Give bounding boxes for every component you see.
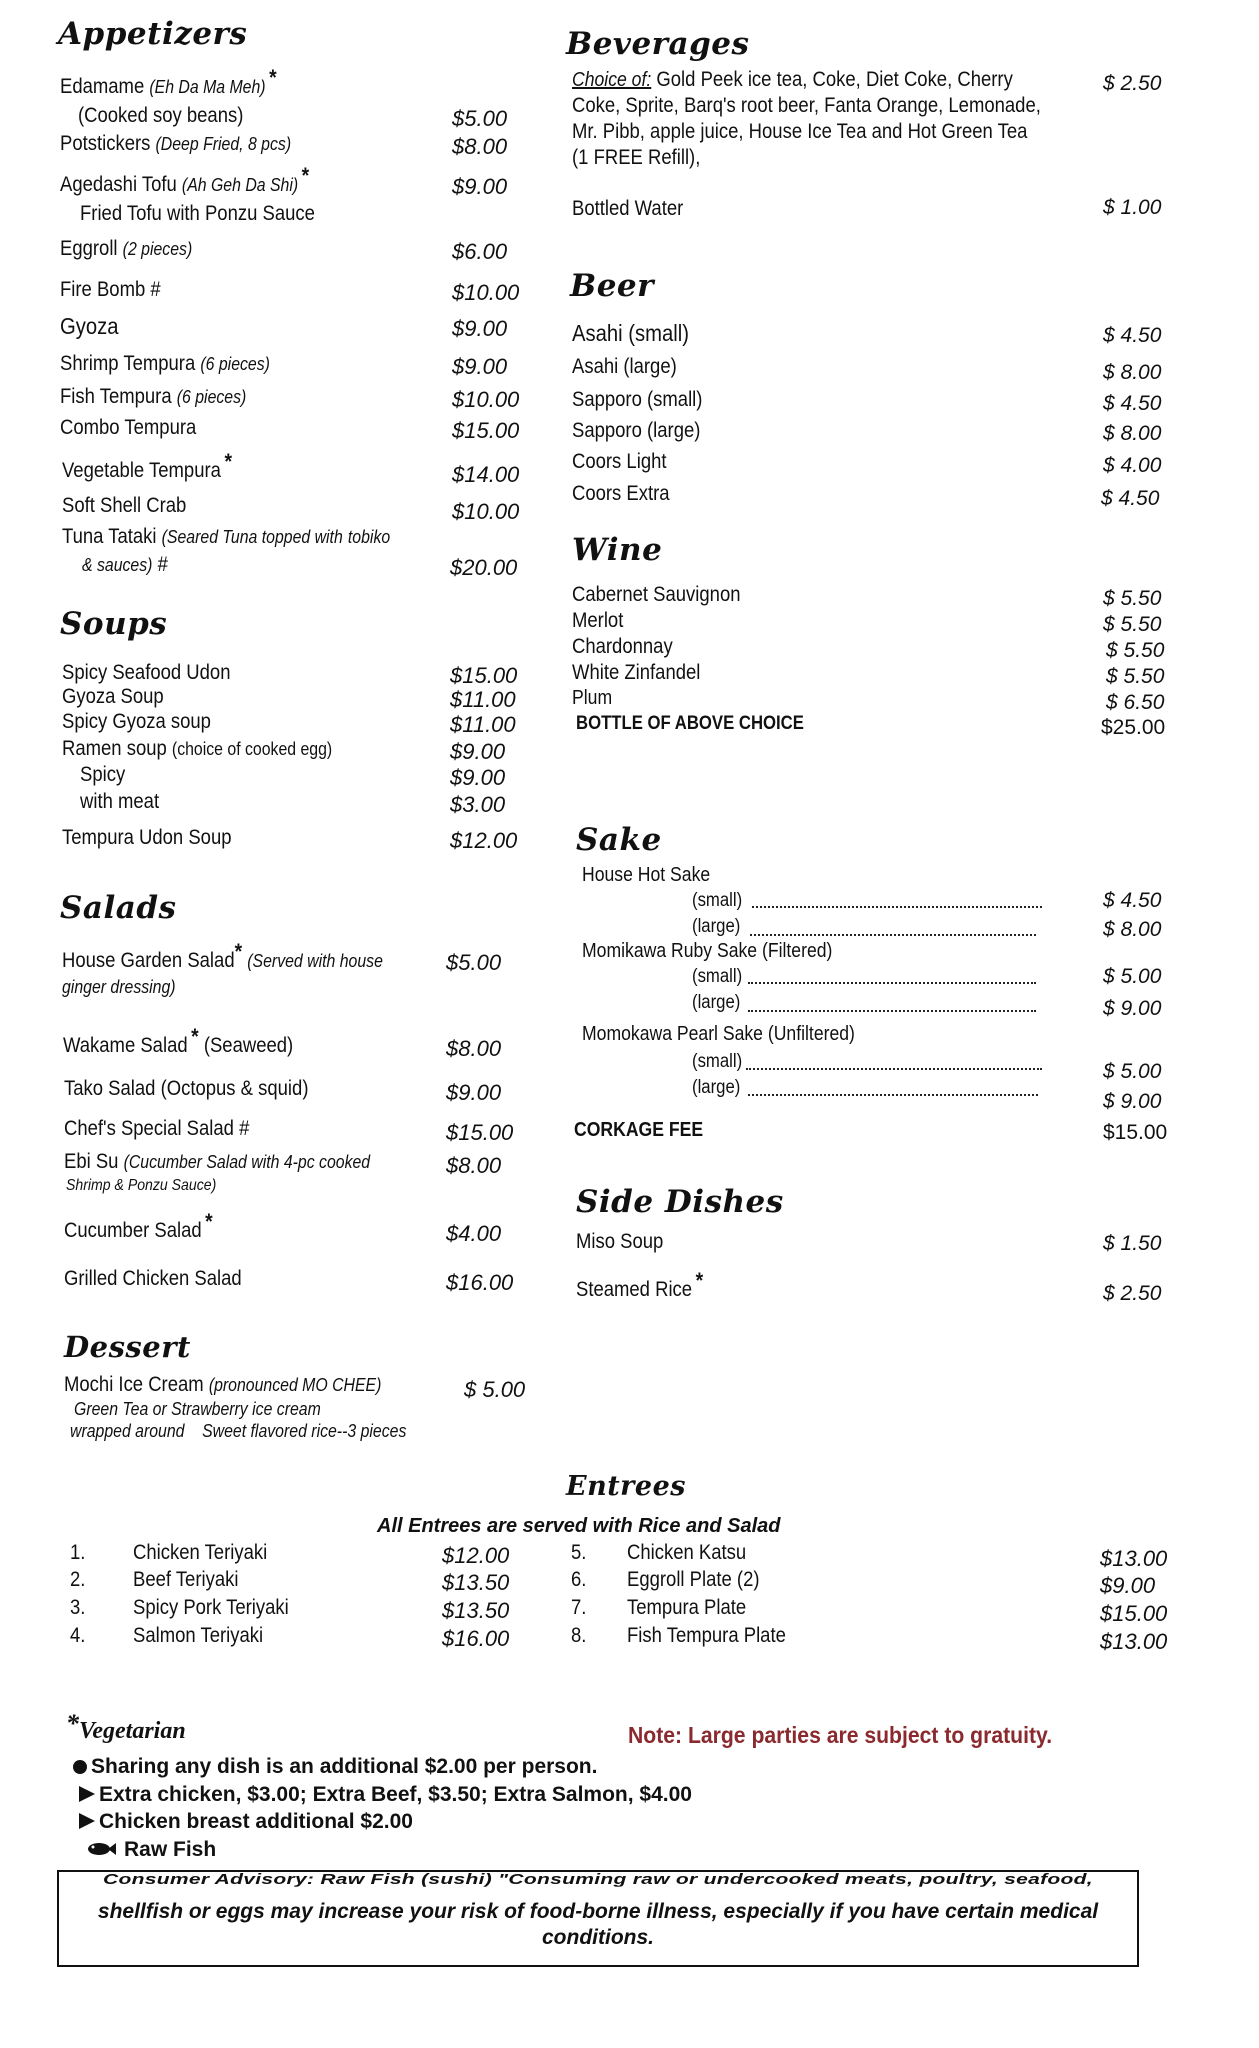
menu-item-sub: wrapped around Sweet flavored rice--3 pieces: [70, 1421, 407, 1441]
menu-item-wine: Merlot: [572, 609, 624, 632]
entree-tempura-plate: Tempura Plate: [627, 1596, 747, 1619]
sake-size-large: (large): [692, 1077, 741, 1098]
entree-chicken-katsu: Chicken Katsu: [627, 1541, 747, 1564]
menu-item-price: $10.00: [452, 280, 520, 305]
menu-item-gyoza-soup: Gyoza Soup: [62, 685, 164, 708]
menu-item-wine: Plum: [572, 687, 613, 709]
entree-spicy-pork-teriyaki: Spicy Pork Teriyaki: [133, 1596, 289, 1619]
menu-item-sub: & sauces) #: [82, 553, 168, 576]
menu-item-wine: White Zinfandel: [572, 661, 701, 684]
advisory-line: Consumer Advisory: Raw Fish (sushi) "Consuming raw or undercooked meats, poultry, seafood,: [103, 1871, 1093, 1887]
beverages-line: Choice of: Gold Peek ice tea, Coke, Diet Coke, Cherry: [572, 68, 1013, 91]
menu-item-price: $6.00: [452, 239, 508, 264]
extras-note: Extra chicken, $3.00; Extra Beef, $3.50; Extra Salmon, $4.00: [79, 1783, 692, 1807]
menu-item-beer: Coors Extra: [572, 482, 670, 505]
entree-fish-tempura-plate: Fish Tempura Plate: [627, 1624, 786, 1647]
menu-item-beer: Sapporo (small): [572, 388, 703, 411]
gratuity-note: Note: Large parties are subject to gratuity.: [628, 1722, 1053, 1748]
entree-beef-teriyaki: Beef Teriyaki: [133, 1568, 239, 1591]
menu-item-tuna-tataki: Tuna Tataki (Seared Tuna topped with tobiko: [62, 525, 391, 548]
menu-item-vegetable-tempura: Vegetable Tempura *: [62, 449, 232, 482]
menu-item-wakame-salad: Wakame Salad * (Seaweed): [63, 1024, 294, 1057]
menu-item-steamed-rice: Steamed Rice *: [576, 1268, 704, 1301]
menu-item-ramen-soup: Ramen soup (choice of cooked egg): [62, 737, 333, 760]
menu-item-wine-bottle: BOTTLE OF ABOVE CHOICE: [576, 713, 804, 734]
menu-item-price: $4.00: [446, 1221, 502, 1246]
menu-item-price: $11.00: [450, 687, 516, 712]
arrow-right-icon: [79, 1813, 95, 1829]
menu-item-sake: Momikawa Ruby Sake (Filtered): [582, 940, 833, 962]
menu-item-price: $ 4.00: [1103, 454, 1162, 477]
menu-item-beer: Sapporo (large): [572, 419, 701, 442]
menu-item-tempura-udon-soup: Tempura Udon Soup: [62, 826, 232, 849]
menu-item-price: $ 2.50: [1103, 1282, 1162, 1305]
menu-item-fire-bomb: Fire Bomb #: [60, 278, 161, 301]
menu-item-price: $9.00: [452, 174, 508, 199]
menu-item-price: $11.00: [450, 712, 516, 737]
menu-item-price: $ 5.50: [1103, 587, 1162, 610]
menu-item-grilled-chicken-salad: Grilled Chicken Salad: [64, 1267, 242, 1290]
dessert-heading: Dessert: [64, 1330, 191, 1364]
menu-item-price: $ 6.50: [1106, 691, 1165, 714]
appetizers-heading: Appetizers: [58, 16, 248, 52]
menu-item-sub: Shrimp & Ponzu Sauce): [66, 1177, 217, 1194]
menu-item-price: $12.00: [442, 1543, 510, 1568]
menu-item-soft-shell-crab: Soft Shell Crab: [62, 494, 187, 517]
menu-item-price: $9.00: [446, 1080, 502, 1105]
menu-item-price: $9.00: [452, 354, 508, 379]
menu-item-price: $15.00: [446, 1120, 514, 1145]
menu-item-price: $8.00: [446, 1036, 502, 1061]
menu-item-miso-soup: Miso Soup: [576, 1230, 664, 1253]
raw-fish-legend: Raw Fish: [86, 1838, 216, 1862]
dot-leader: [746, 1068, 1042, 1070]
advisory-line: shellfish or eggs may increase your risk of food-borne illness, especially if you have certain medical: [97, 1900, 1099, 1923]
menu-item-price: $16.00: [442, 1626, 510, 1651]
wine-heading: Wine: [572, 532, 663, 568]
entree-eggroll-plate: Eggroll Plate (2): [627, 1568, 760, 1591]
menu-item-price: $ 9.00: [1103, 997, 1162, 1020]
menu-item-mochi-ice-cream: Mochi Ice Cream (pronounced MO CHEE): [64, 1373, 382, 1396]
menu-item-price: $ 8.00: [1103, 422, 1162, 445]
bullet-icon: [73, 1760, 87, 1774]
menu-item-price: $ 5.00: [1103, 1060, 1162, 1083]
menu-item-price: $9.00: [450, 739, 506, 764]
corkage-fee: CORKAGE FEE: [574, 1119, 704, 1141]
arrow-right-icon: [79, 1786, 95, 1802]
menu-item-price: $9.00: [450, 765, 506, 790]
sake-size-large: (large): [692, 992, 741, 1013]
menu-item-price: $ 4.50: [1103, 392, 1162, 415]
menu-item-sub: Green Tea or Strawberry ice cream: [74, 1399, 321, 1419]
dot-leader: [750, 934, 1036, 936]
menu-item-price: $ 1.00: [1103, 196, 1162, 219]
entree-chicken-teriyaki: Chicken Teriyaki: [133, 1541, 268, 1564]
sake-size-small: (small): [692, 966, 743, 987]
menu-item-price: $16.00: [446, 1270, 514, 1295]
menu-item-edamame: Edamame (Eh Da Ma Meh) *: [60, 65, 277, 98]
menu-item-house-garden-salad: House Garden Salad* (Served with house: [62, 939, 383, 972]
menu-item-price: $12.00: [450, 828, 518, 853]
menu-item-price: $25.00: [1101, 716, 1166, 739]
menu-item-sub: Fried Tofu with Ponzu Sauce: [80, 202, 315, 225]
advisory-line: conditions.: [542, 1926, 654, 1949]
menu-item-price: $ 8.00: [1103, 918, 1162, 941]
menu-item-bottled-water: Bottled Water: [572, 197, 684, 220]
side-dishes-heading: Side Dishes: [576, 1184, 784, 1220]
entree-number: 1.: [70, 1541, 86, 1564]
menu-item-price: $5.00: [446, 950, 502, 975]
menu-item-price: $13.00: [1100, 1546, 1168, 1571]
fish-icon: [86, 1840, 118, 1858]
menu-item-price: $15.00: [1100, 1601, 1168, 1626]
entree-number: 8.: [571, 1624, 587, 1647]
sake-size-small: (small): [692, 1051, 743, 1072]
entree-number: 4.: [70, 1624, 86, 1647]
menu-item-agedashi-tofu: Agedashi Tofu (Ah Geh Da Shi) *: [60, 163, 310, 196]
beverages-heading: Beverages: [566, 26, 750, 62]
menu-item-beer: Coors Light: [572, 450, 667, 473]
beverages-line: (1 FREE Refill),: [572, 146, 701, 169]
menu-item-eggroll: Eggroll (2 pieces): [60, 237, 193, 260]
menu-item-with-meat: with meat: [80, 790, 160, 813]
menu-item-chefs-special-salad: Chef's Special Salad #: [64, 1117, 250, 1140]
menu-item-beer: Asahi (small): [572, 320, 689, 346]
menu-item-shrimp-tempura: Shrimp Tempura (6 pieces): [60, 352, 270, 375]
menu-item-price: $ 5.00: [1103, 965, 1162, 988]
beverages-price: $ 2.50: [1103, 72, 1162, 95]
menu-item-price: $13.50: [442, 1598, 510, 1623]
menu-item-combo-tempura: Combo Tempura: [60, 416, 197, 439]
menu-item-price: $ 5.00: [464, 1377, 526, 1402]
menu-item-ebi-su: Ebi Su (Cucumber Salad with 4-pc cooked: [64, 1150, 371, 1173]
menu-item-wine: Cabernet Sauvignon: [572, 583, 741, 606]
menu-item-spicy-gyoza-soup: Spicy Gyoza soup: [62, 710, 211, 733]
menu-item-price: $13.00: [1100, 1629, 1168, 1654]
entree-number: 2.: [70, 1568, 86, 1591]
dot-leader: [748, 982, 1036, 984]
menu-item-price: $9.00: [1100, 1573, 1156, 1598]
beverages-line: Coke, Sprite, Barq's root beer, Fanta Orange, Lemonade,: [572, 94, 1041, 117]
menu-item-price: $3.00: [450, 792, 506, 817]
menu-item-beer: Asahi (large): [572, 355, 677, 378]
menu-item-price: $15.00: [450, 663, 518, 688]
salads-heading: Salads: [60, 890, 177, 926]
beverages-line: Mr. Pibb, apple juice, House Ice Tea and Hot Green Tea: [572, 120, 1028, 143]
menu-item-cucumber-salad: Cucumber Salad *: [64, 1209, 213, 1242]
menu-item-price: $ 5.50: [1106, 639, 1165, 662]
entree-number: 5.: [571, 1541, 587, 1564]
menu-item-price: $14.00: [452, 462, 520, 487]
menu-item-spicy: Spicy: [80, 763, 126, 786]
menu-item-price: $15.00: [452, 418, 520, 443]
menu-item-price: $15.00: [1103, 1121, 1168, 1144]
menu-item-sake: Momokawa Pearl Sake (Unfiltered): [582, 1023, 855, 1045]
menu-item-price: $ 4.50: [1103, 324, 1162, 347]
vegetarian-legend: *Vegetarian: [66, 1709, 186, 1744]
menu-item-price: $8.00: [452, 134, 508, 159]
menu-item-price: $ 1.50: [1103, 1232, 1162, 1255]
dot-leader: [748, 1094, 1038, 1096]
menu-item-price: $10.00: [452, 499, 520, 524]
menu-item-price: $ 4.50: [1101, 487, 1160, 510]
sharing-note: Sharing any dish is an additional $2.00 per person.: [73, 1755, 597, 1779]
menu-item-price: $ 8.00: [1103, 361, 1162, 384]
menu-item-gyoza: Gyoza: [60, 313, 119, 339]
sake-size-small: (small): [692, 890, 743, 911]
chicken-breast-note: Chicken breast additional $2.00: [79, 1810, 413, 1834]
beer-heading: Beer: [570, 268, 654, 304]
menu-item-price: $ 5.50: [1103, 613, 1162, 636]
menu-item-price: $ 4.50: [1103, 889, 1162, 912]
menu-item-price: $10.00: [452, 387, 520, 412]
consumer-advisory-box: [57, 1870, 1139, 1967]
soups-heading: Soups: [60, 606, 168, 642]
menu-item-price: $ 9.00: [1103, 1090, 1162, 1113]
menu-item-fish-tempura: Fish Tempura (6 pieces): [60, 385, 247, 408]
menu-item-price: $20.00: [450, 555, 518, 580]
sake-size-large: (large): [692, 916, 741, 937]
entree-number: 7.: [571, 1596, 587, 1619]
menu-item-price: $8.00: [446, 1153, 502, 1178]
menu-item-sub: (Cooked soy beans): [78, 104, 244, 127]
menu-item-price: $5.00: [452, 106, 508, 131]
menu-item-spicy-seafood-udon: Spicy Seafood Udon: [62, 661, 231, 684]
menu-item-price: $ 5.50: [1106, 665, 1165, 688]
entree-number: 6.: [571, 1568, 587, 1591]
menu-item-sake: House Hot Sake: [582, 864, 711, 886]
dot-leader: [752, 906, 1042, 908]
entree-number: 3.: [70, 1596, 86, 1619]
menu-item-price: $9.00: [452, 316, 508, 341]
menu-item-potstickers: Potstickers (Deep Fried, 8 pcs): [60, 132, 292, 155]
entrees-heading: Entrees: [566, 1471, 686, 1502]
menu-item-wine: Chardonnay: [572, 635, 673, 658]
entree-salmon-teriyaki: Salmon Teriyaki: [133, 1624, 264, 1647]
menu-item-price: $13.50: [442, 1570, 510, 1595]
entrees-subtitle: All Entrees are served with Rice and Salad: [377, 1515, 781, 1537]
sake-heading: Sake: [576, 822, 662, 858]
menu-item-sub: ginger dressing): [62, 977, 176, 997]
menu-item-tako-salad: Tako Salad (Octopus & squid): [64, 1077, 309, 1100]
dot-leader: [748, 1010, 1036, 1012]
